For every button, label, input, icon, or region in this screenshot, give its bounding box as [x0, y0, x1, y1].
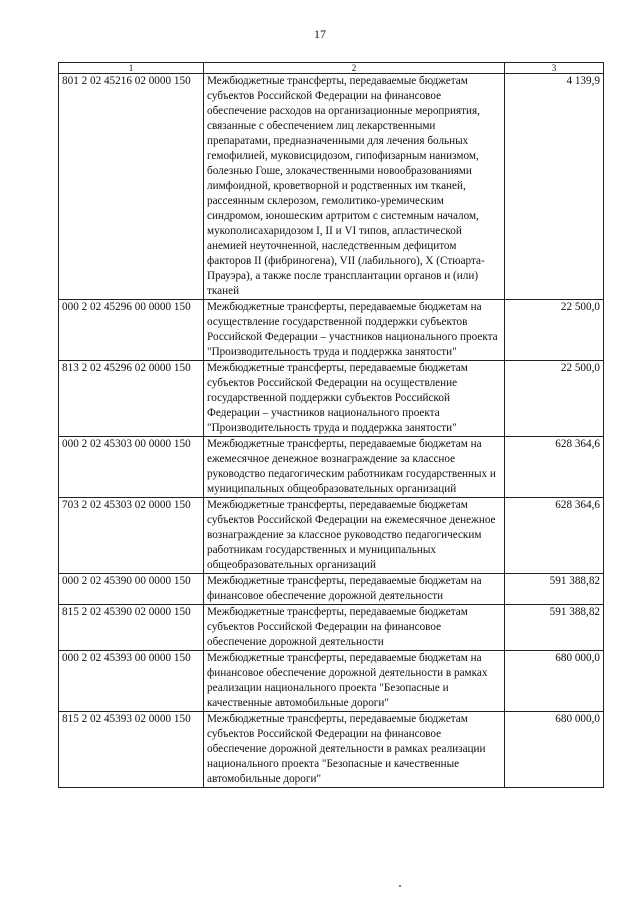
budget-amount: 591 388,82: [505, 605, 604, 651]
budget-description: Межбюджетные трансферты, передаваемые бюджетам на финансовое обеспечение дорожной деятельности в рамках реализации национального проекта "Безопасные и качественные автомобильные дороги": [204, 651, 505, 712]
header-col-2: 2: [204, 63, 505, 74]
budget-code: 000 2 02 45393 00 0000 150: [59, 651, 204, 712]
budget-amount: 4 139,9: [505, 74, 604, 300]
budget-description: Межбюджетные трансферты, передаваемые бюджетам на ежемесячное денежное вознаграждение за классное руководство педагогическим работникам государственных и муниципальных общеобразовательных организаций: [204, 437, 505, 498]
budget-amount: 680 000,0: [505, 712, 604, 788]
budget-description: Межбюджетные трансферты, передаваемые бюджетам на осуществление государственной поддержки субъектов Российской Федерации – участников национального проекта "Производительность труда и поддержка занятости": [204, 300, 505, 361]
budget-code: 813 2 02 45296 02 0000 150: [59, 361, 204, 437]
table-header: [59, 63, 604, 74]
table-row: [59, 74, 604, 300]
scan-speck: [399, 885, 401, 887]
budget-code: 000 2 02 45296 00 0000 150: [59, 300, 204, 361]
table-row: [59, 574, 604, 605]
table-row: [59, 498, 604, 574]
budget-amount: 680 000,0: [505, 651, 604, 712]
budget-amount: 628 364,6: [505, 437, 604, 498]
budget-code: 801 2 02 45216 02 0000 150: [59, 74, 204, 300]
header-col-1: 1: [59, 63, 204, 74]
table-body: [59, 74, 604, 788]
budget-amount: 22 500,0: [505, 361, 604, 437]
budget-description: Межбюджетные трансферты, передаваемые бюджетам субъектов Российской Федерации на финансовое обеспечение расходов на организационные мероприятия, связанные с обеспечением лиц лекарственными препаратами, предназначенными для лечения больных гемофилией, муковисцидозом, гипофизарным нанизмом, болезнью Гоше, злокачественными новообразованиями лимфоидной, кроветворной и родственных им тканей, рассеянным склерозом, гемолитико-уремическим синдромом, юношеским артритом с системным началом, мукополисахаридозом I, II и VI типов, апластической анемией неуточненной, наследственным дефицитом факторов II (фибриногена), VII (лабильного), X (Стюарта-Прауэра), а также после трансплантации органов и (или) тканей: [204, 74, 505, 300]
budget-code: 000 2 02 45303 00 0000 150: [59, 437, 204, 498]
table-row: [59, 437, 604, 498]
table-row: [59, 300, 604, 361]
table-row: [59, 361, 604, 437]
budget-code: 703 2 02 45303 02 0000 150: [59, 498, 204, 574]
budget-description: Межбюджетные трансферты, передаваемые бюджетам субъектов Российской Федерации на финансовое обеспечение дорожной деятельности: [204, 605, 505, 651]
page-number: 17: [314, 27, 326, 41]
budget-code: 000 2 02 45390 00 0000 150: [59, 574, 204, 605]
budget-description: Межбюджетные трансферты, передаваемые бюджетам субъектов Российской Федерации на финансовое обеспечение дорожной деятельности в рамках реализации национального проекта "Безопасные и качественные автомобильные дороги": [204, 712, 505, 788]
budget-table: [58, 62, 604, 788]
budget-amount: 591 388,82: [505, 574, 604, 605]
header-row: [59, 63, 604, 74]
budget-code: 815 2 02 45393 02 0000 150: [59, 712, 204, 788]
budget-amount: 628 364,6: [505, 498, 604, 574]
header-col-3: 3: [505, 63, 604, 74]
budget-description: Межбюджетные трансферты, передаваемые бюджетам субъектов Российской Федерации на осуществление государственной поддержки субъектов Российской Федерации – участников национального проекта "Производительность труда и поддержка занятости": [204, 361, 505, 437]
budget-description: Межбюджетные трансферты, передаваемые бюджетам на финансовое обеспечение дорожной деятельности: [204, 574, 505, 605]
table-row: [59, 651, 604, 712]
budget-code: 815 2 02 45390 02 0000 150: [59, 605, 204, 651]
budget-description: Межбюджетные трансферты, передаваемые бюджетам субъектов Российской Федерации на ежемесячное денежное вознаграждение за классное руководство педагогическим работникам государственных и муниципальных общеобразовательных организаций: [204, 498, 505, 574]
table-row: [59, 712, 604, 788]
budget-amount: 22 500,0: [505, 300, 604, 361]
table-row: [59, 605, 604, 651]
